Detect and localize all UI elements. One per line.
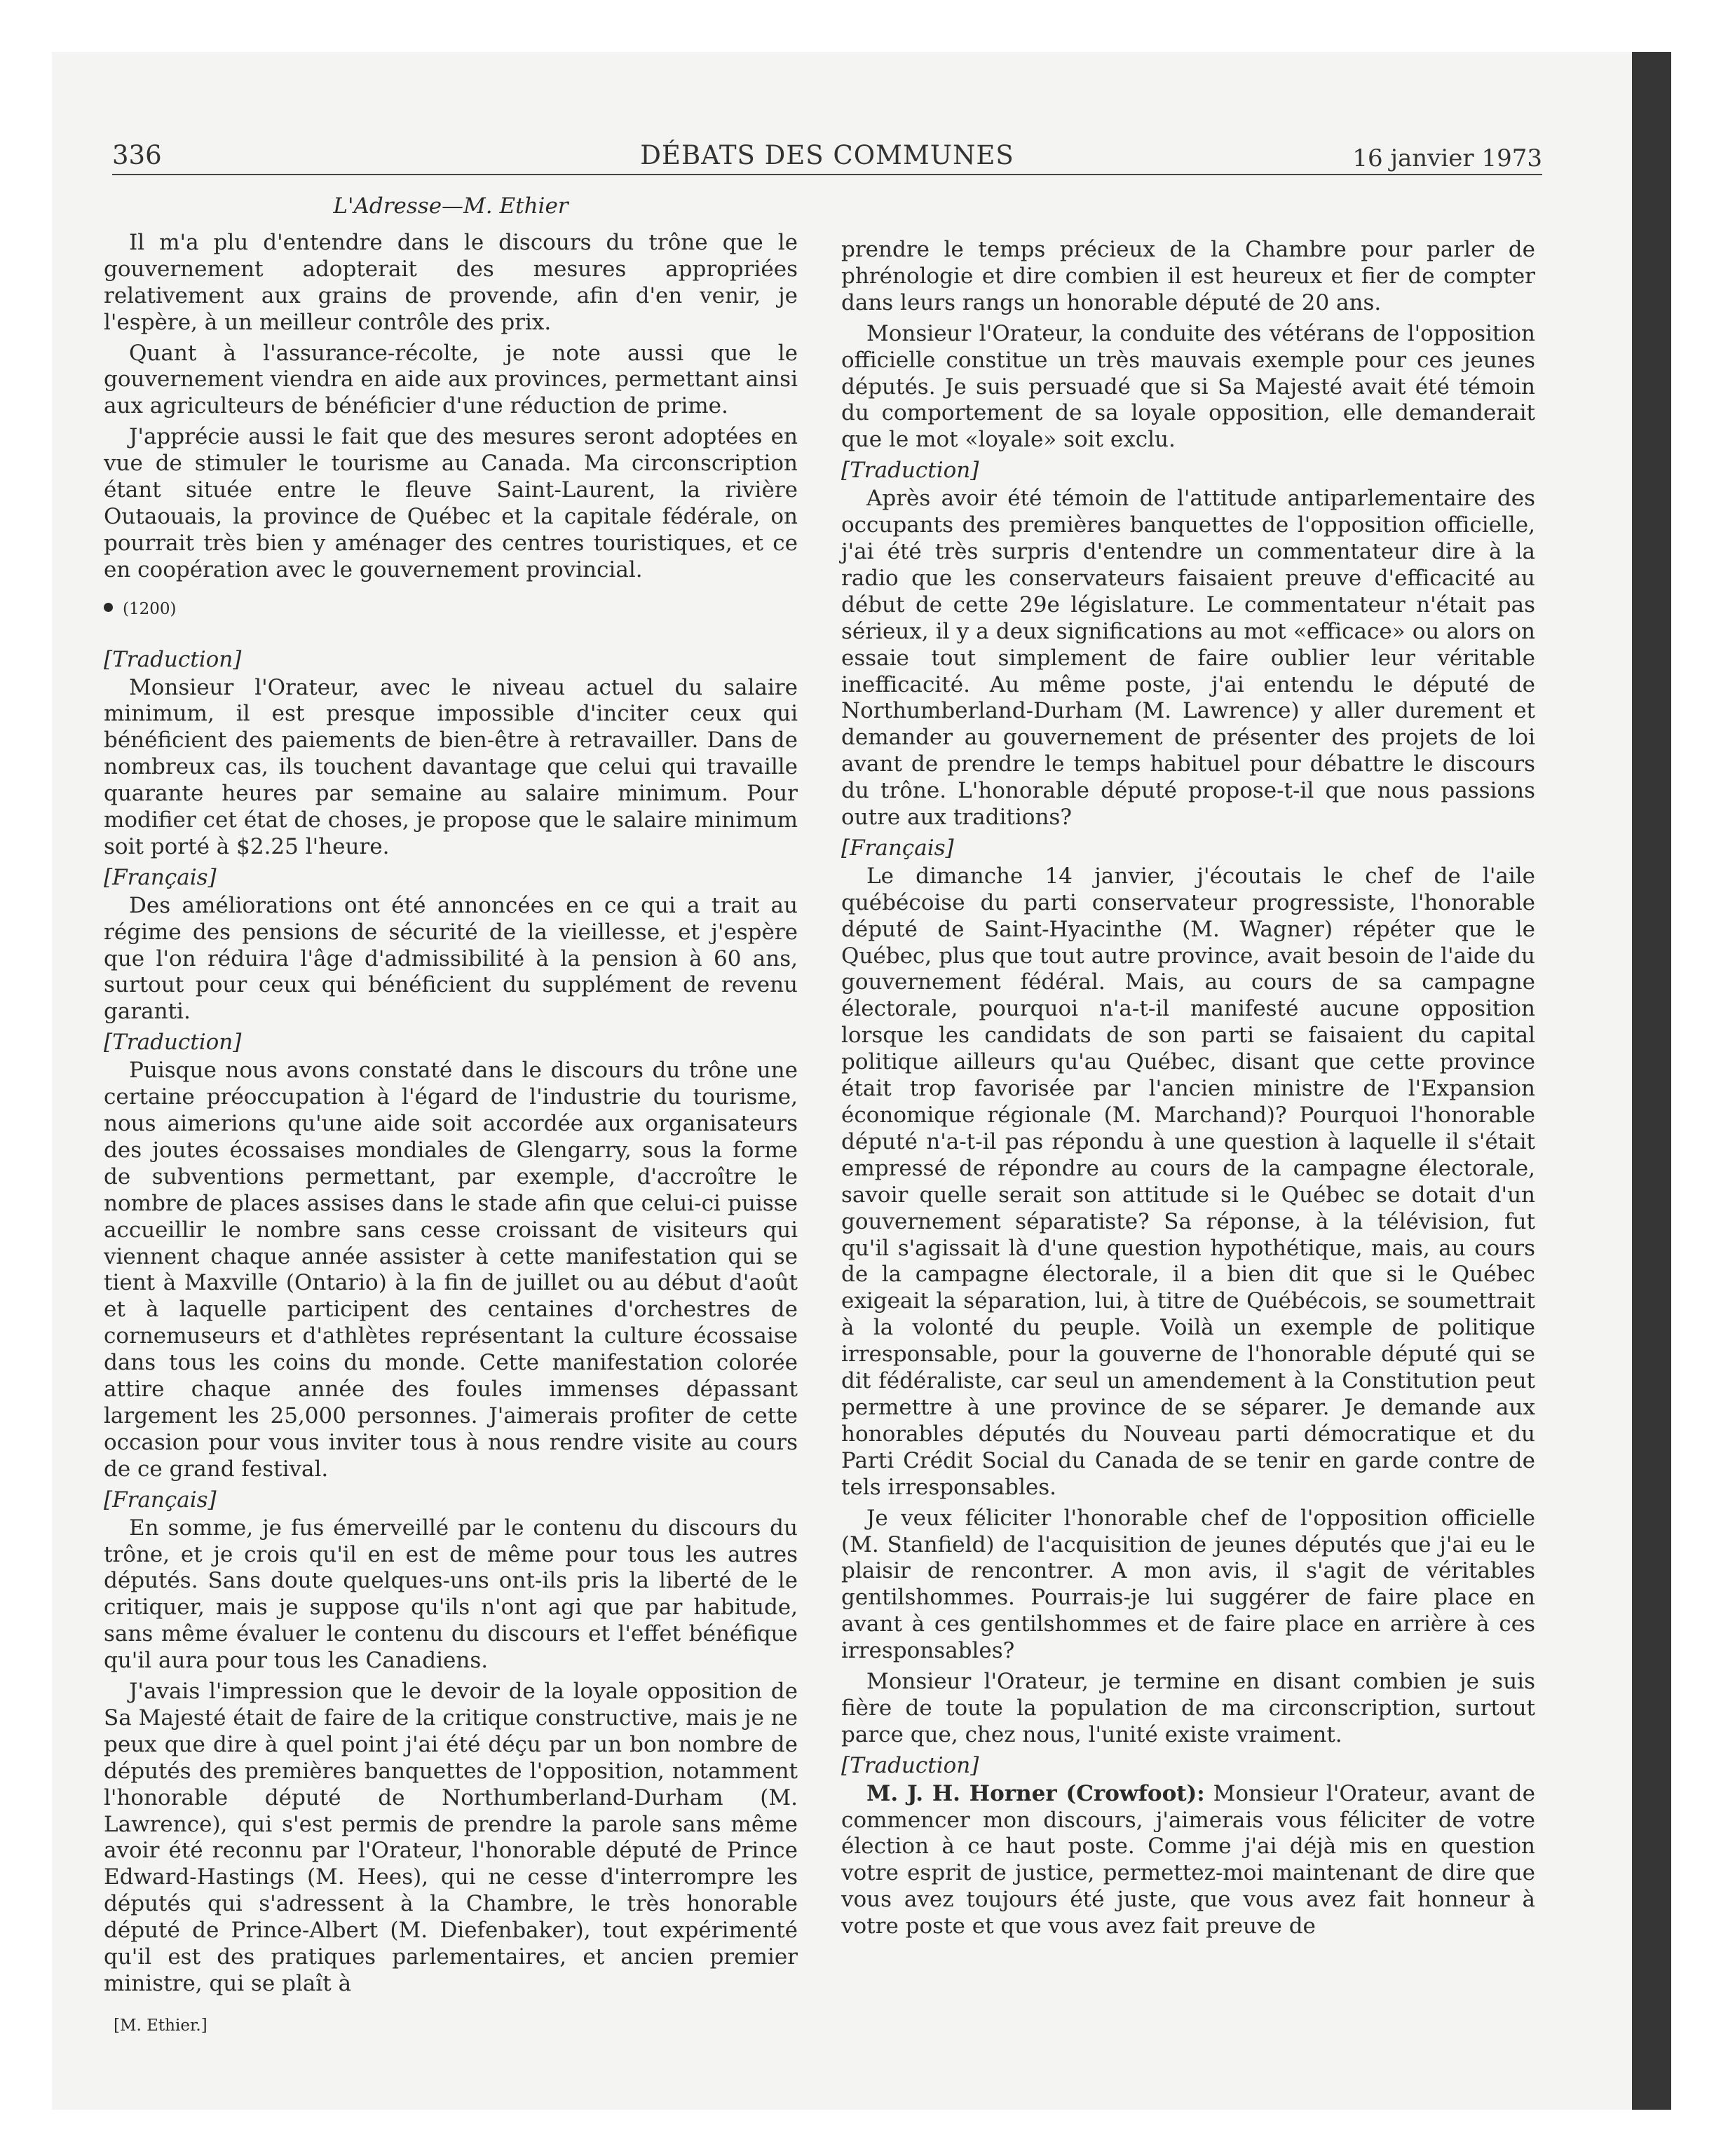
- left-column: [104, 193, 798, 2040]
- paragraph: Monsieur l'Orateur, je termine en disant combien je suis fière de toute la population de ma circonscription, surtout parce que, chez nous, l'unité existe vraiment.: [841, 1669, 1535, 1747]
- paragraph: Il m'a plu d'entendre dans le discours du trône que le gouvernement adopterait des mesures appropriées relativement aux grains de provende, afin d'en venir, je l'espère, à un meilleur contrôle des prix.: [104, 229, 798, 335]
- language-marker: [Traduction]: [841, 1752, 979, 1778]
- page-number: 336: [112, 140, 162, 170]
- running-head: L'Adresse—M. Ethier: [333, 193, 569, 219]
- paragraph: Après avoir été témoin de l'attitude antiparlementaire des occupants des premières banquettes de l'opposition officielle, j'ai été très surpris d'entendre un commentateur dire à la radio que les conservateurs faisaient preuve d'efficacité au début de cette 29e législature. Le commentateur n'était pas sérieux, il y a deux significations au mot «efficace» ou alors on essaie tout simplement de faire oublier leur véritable inefficacité. Au même poste, j'ai entendu le député de Northumberland-Durham (M. Lawrence) y aller durement et demander au gouvernement de présenter des projets de loi avant de prendre le temps habituel pour débattre le discours du trône. L'honorable député propose-t-il que nous passions outre aux traditions?: [841, 486, 1535, 831]
- language-marker: [Traduction]: [841, 458, 979, 484]
- page-date: 16 janvier 1973: [1352, 144, 1542, 172]
- bullet-icon: [104, 603, 113, 612]
- speaker-footnote: [M. Ethier.]: [114, 2016, 207, 2035]
- publication-title: DÉBATS DES COMMUNES: [640, 140, 1014, 170]
- paragraph: J'avais l'impression que le devoir de la loyale opposition de Sa Majesté était de faire de la critique constructive, mais je ne peux que dire à quel point j'ai été déçu par un bon nombre de députés des premières banquettes de l'opposition, notamment l'honorable député de Northumberland-Durham (M. Lawrence), qui s'est permis de prendre la parole sans même avoir été reconnu par l'Orateur, l'honorable député de Prince Edward-Hastings (M. Hees), qui ne cesse d'interrompre les députés qui s'adressent à la Chambre, le très honorable député de Prince-Albert (M. Diefenbaker), tout expérimenté qu'il est des pratiques parlementaires, et ancien premier ministre, qui se plaît à: [104, 1679, 798, 1996]
- timestamp-text: (1200): [123, 599, 177, 618]
- scan-edge: [1632, 52, 1671, 2110]
- speaker-name: M. J. H. Horner (Crowfoot):: [866, 1780, 1205, 1806]
- right-column: [841, 237, 1535, 1944]
- paragraph: prendre le temps précieux de la Chambre pour parler de phrénologie et dire combien il est heureux et fier de compter dans leurs rangs un honorable député de 20 ans.: [841, 237, 1535, 315]
- language-marker: [Traduction]: [104, 1030, 242, 1056]
- timestamp: [104, 596, 798, 623]
- paragraph: Monsieur l'Orateur, la conduite des vétérans de l'opposition officielle constitue un très mauvais exemple pour ces jeunes députés. Je suis persuadé que si Sa Majesté avait été témoin du comportement de sa loyale opposition, elle demanderait que le mot «loyale» soit exclu.: [841, 320, 1535, 453]
- language-marker: [Français]: [841, 835, 954, 861]
- paragraph: Monsieur l'Orateur, avec le niveau actuel du salaire minimum, il est presque impossible d'inciter ceux qui bénéficient des paiements de bien-être à retravailler. Dans de nombreux cas, ils touchent davantage que celui qui travaille quarante heures par semaine au salaire minimum. Pour modifier cet état de choses, je propose que le salaire minimum soit porté à $2.25 l'heure.: [104, 674, 798, 859]
- paragraph: J'apprécie aussi le fait que des mesures seront adoptées en vue de stimuler le tourisme au Canada. Ma circonscription étant située entre le fleuve Saint-Laurent, la rivière Outaouais, la province de Québec et la capitale fédérale, on pourrait très bien y aménager des centres touristiques, et ce en coopération avec le gouvernement provincial.: [104, 424, 798, 582]
- page-header: [112, 139, 1542, 175]
- paragraph: Des améliorations ont été annoncées en ce qui a trait au régime des pensions de sécurité de la vieillesse, et j'espère que l'on réduira l'âge d'admissibilité à la pension à 60 ans, surtout pour ceux qui bénéficient du supplément de revenu garanti.: [104, 892, 798, 1025]
- paragraph: [841, 1781, 1535, 1940]
- paragraph: Le dimanche 14 janvier, j'écoutais le chef de l'aile québécoise du parti conservateur progressiste, l'honorable député de Saint-Hyacinthe (M. Wagner) répéter que le Québec, plus que tout autre province, avait besoin de l'aide du gouvernement fédéral. Mais, au cours de sa campagne électorale, pourquoi n'a-t-il manifesté aucune opposition lorsque les candidats de son parti se faisaient du capital politique ailleurs qu'au Québec, disant que cette province était trop favorisée par l'ancien ministre de l'Expansion économique régionale (M. Marchand)? Pourquoi l'honorable député n'a-t-il pas répondu à une question à laquelle il s'était empressé de répondre au cours de la campagne électorale, savoir quelle serait son attitude si le Québec se dotait d'un gouvernement séparatiste? Sa réponse, à la télévision, fut qu'il s'agissait là d'une question hypothétique, mais, au cours de la campagne électorale, il a bien dit que si le Québec exigeait la séparation, lui, à titre de Québécois, se soumettrait à la volonté du peuple. Voilà un exemple de politique irresponsable, pour la gouverne de l'honorable député qui se dit fédéraliste, car seul un amendement à la Constitution peut permettre à une province de se séparer. Je demande aux honorables députés du Nouveau parti démocratique et du Parti Crédit Social du Canada de se tenir en garde contre de tels irresponsables.: [841, 863, 1535, 1500]
- paragraph: Je veux féliciter l'honorable chef de l'opposition officielle (M. Stanfield) de l'acquisition de jeunes députés que j'ai eu le plaisir de rencontrer. A mon avis, il s'agit de véritables gentilshommes. Pourrais-je lui suggérer de faire place en avant à ces gentilshommes et de faire place en arrière à ces irresponsables?: [841, 1505, 1535, 1664]
- language-marker: [Traduction]: [104, 646, 242, 672]
- paragraph: Puisque nous avons constaté dans le discours du trône une certaine préoccupation à l'égard de l'industrie du tourisme, nous aimerions qu'une aide soit accordée aux organisateurs des joutes écossaises mondiales de Glengarry, sous la forme de subventions permettant, par exemple, d'accroître le nombre de places assises dans le stade afin que celui-ci puisse accueillir le nombre sans cesse croissant de visiteurs qui viennent chaque année assister à cette manifestation qui se tient à Maxville (Ontario) à la fin de juillet ou au début d'août et à laquelle participent des centaines d'orchestres de cornemuseurs et d'athlètes représentant la culture écossaise dans tous les coins du monde. Cette manifestation colorée attire chaque année des foules immenses dépassant largement les 25,000 personnes. J'aimerais profiter de cette occasion pour vous inviter tous à nous rendre visite au cours de ce grand festival.: [104, 1058, 798, 1482]
- paragraph: Quant à l'assurance-récolte, je note aussi que le gouvernement viendra en aide aux provinces, permettant ainsi aux agriculteurs de bénéficier d'une réduction de prime.: [104, 340, 798, 419]
- paragraph: En somme, je fus émerveillé par le contenu du discours du trône, et je crois qu'il en est de même pour tous les autres députés. Sans doute quelques-uns ont-ils pris la liberté de le critiquer, mais je suppose qu'ils n'ont agi que par habitude, sans même évaluer le contenu du discours et l'effet bénéfique qu'il aura pour tous les Canadiens.: [104, 1515, 798, 1674]
- language-marker: [Français]: [104, 864, 217, 890]
- language-marker: [Français]: [104, 1487, 217, 1513]
- speech-text: Monsieur l'Orateur, avant de commencer mon discours, j'aimerais vous féliciter de votre élection à ce haut poste. Comme j'ai déjà mis en question votre esprit de justice, permettez-moi maintenant de dire que vous avez toujours été juste, que vous avez fait honneur à votre poste et que vous avez fait preuve de: [841, 1780, 1535, 1939]
